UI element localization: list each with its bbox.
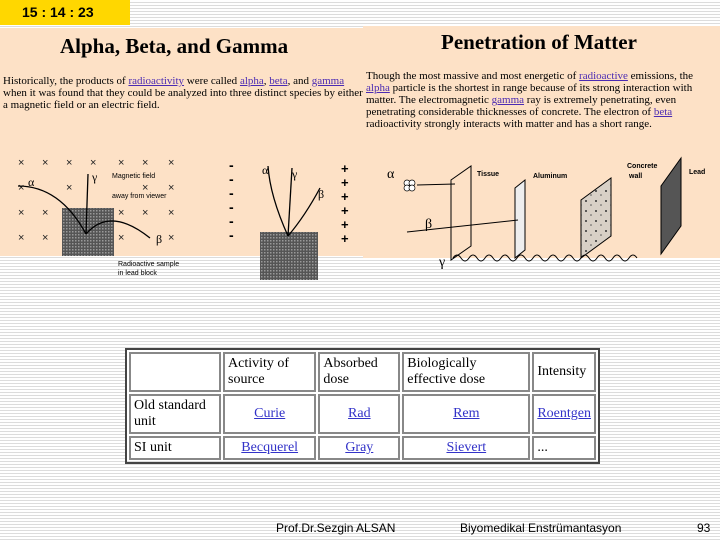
table-cell: ... [532,436,596,460]
sample-label: Radioactive sample [118,261,180,268]
svg-text:-: - [229,227,234,243]
rad-link[interactable]: Rad [348,406,371,421]
svg-text:+: + [341,203,349,218]
away-from-viewer-label: away from viewer [112,193,167,200]
gamma-symbol-2: γ [292,167,298,181]
positive-plate [341,161,349,246]
roentgen-link[interactable]: Roentgen [537,406,591,421]
radioactive-link[interactable]: radioactive [579,70,628,82]
svg-text:×: × [118,207,125,219]
text-part: ray is extremely penetrating, even penetrating considerable thicknesses of concrete. The electron of [366,94,677,118]
svg-text:×: × [142,157,149,169]
table-header-row [129,352,596,392]
alpha-symbol: α [387,167,395,182]
text-part: , [263,75,270,87]
footer-author: Prof.Dr.Sezgin ALSAN [276,521,396,535]
alpha-symbol: α [28,175,35,189]
sievert-link[interactable]: Sievert [446,440,487,455]
text-part: emissions, the [627,70,694,82]
footer-course: Biyomedikal Enstrümantasyon [460,521,622,535]
beta-path-2 [288,188,320,236]
svg-text:+: + [341,231,349,246]
svg-text:×: × [168,232,175,244]
beta-symbol: β [425,217,433,232]
becquerel-link[interactable]: Becquerel [241,440,299,455]
alpha-link[interactable]: alpha [366,82,390,94]
lead-block-2 [260,232,318,280]
panel-description [366,70,718,130]
beta-ray [407,220,518,232]
svg-text:×: × [66,182,73,194]
svg-text:×: × [42,232,49,244]
alpha-particle-icon [404,180,415,191]
concrete-wall [581,178,611,258]
table-header-cell: Absorbed dose [318,352,400,392]
table-header-cell [129,352,221,392]
rem-link[interactable]: Rem [453,406,480,421]
tissue-label: Tissue [477,171,500,178]
wall-label: wall [629,173,643,180]
table-header-cell: Biologically effective dose [402,352,530,392]
svg-text:-: - [229,213,234,229]
text-part: Though the most massive and most energetic of [366,70,580,82]
table-cell [532,394,596,434]
svg-text:+: + [341,161,349,176]
svg-text:+: + [341,189,349,204]
svg-text:×: × [42,207,49,219]
svg-text:×: × [168,182,175,194]
svg-text:×: × [42,157,49,169]
alpha-link[interactable]: alpha [239,75,264,87]
svg-text:-: - [229,157,234,173]
magnetic-field-label: Magnetic field [112,173,156,180]
text-part: were called [184,75,240,87]
aluminum-label: Aluminum [533,173,568,180]
table-cell [223,394,316,434]
text-part: radioactivity strongly interacts with matter and has a short range. [366,118,652,130]
svg-text:-: - [229,171,234,187]
beta-symbol: β [156,232,163,246]
radiation-units-table [125,348,600,460]
table-cell [318,394,400,434]
penetration-diagram [363,128,720,270]
text-part: , and [287,75,312,87]
lead-label: Lead [689,169,706,176]
beta-link[interactable]: beta [269,75,288,87]
gray-link[interactable]: Gray [345,440,374,455]
curie-link[interactable]: Curie [254,406,286,421]
text-part: when it was found that they could be analyzed into three distinct species by either a magnetic field or an electric field. [3,87,363,111]
panel-title: Alpha, Beta, and Gamma [60,34,289,58]
text-part: particle is the shortest in range because of its strong interaction with matter. The electromagnetic [366,82,693,106]
table-cell [402,394,530,434]
panel-title: Penetration of Matter [441,30,637,54]
gamma-link[interactable]: gamma [491,94,525,106]
svg-text:×: × [142,182,149,194]
svg-text:+: + [341,217,349,232]
alpha-ray [417,184,455,185]
alpha-path-2 [268,166,288,236]
svg-text:×: × [90,157,97,169]
gamma-link[interactable]: gamma [311,75,345,87]
table-row [129,436,596,460]
svg-text:×: × [18,157,25,169]
table-cell [223,436,316,460]
svg-text:×: × [142,207,149,219]
svg-text:×: × [18,207,25,219]
lead-block-label: in lead block [118,270,157,277]
negative-plate [229,157,234,243]
table-header-cell: Activity of source [223,352,316,392]
svg-text:-: - [229,199,234,215]
alpha-symbol-2: α [262,163,269,177]
alpha-beta-gamma-panel [0,28,366,277]
svg-text:×: × [66,157,73,169]
page-number: 93 [697,521,711,535]
row-label: SI unit [129,436,221,460]
svg-text:×: × [18,232,25,244]
svg-text:×: × [118,232,125,244]
lead-slab [661,158,681,254]
radioactivity-link[interactable]: radioactivity [128,75,185,87]
magnetic-field-diagram [0,126,366,277]
beta-symbol-2: β [318,187,325,201]
table-row [129,394,596,434]
row-label: Old standard unit [129,394,221,434]
table-header-cell: Intensity [532,352,596,392]
svg-text:×: × [168,207,175,219]
tissue-slab [451,166,471,260]
clock-time: 15 : 14 : 23 [22,4,94,20]
penetration-panel [363,26,720,270]
gamma-symbol: γ [92,170,98,184]
svg-text:×: × [18,182,25,194]
panel-description [3,75,365,111]
svg-text:-: - [229,185,234,201]
svg-text:×: × [168,157,175,169]
table-cell [402,436,530,460]
text-part: Historically, the products of [3,75,129,87]
aluminum-slab [515,180,525,258]
svg-text:+: + [341,175,349,190]
concrete-label: Concrete [627,163,658,170]
table-cell [318,436,400,460]
gamma-symbol: γ [439,255,446,270]
svg-text:×: × [118,157,125,169]
clock-display [0,0,130,25]
beta-link[interactable]: beta [653,106,673,118]
